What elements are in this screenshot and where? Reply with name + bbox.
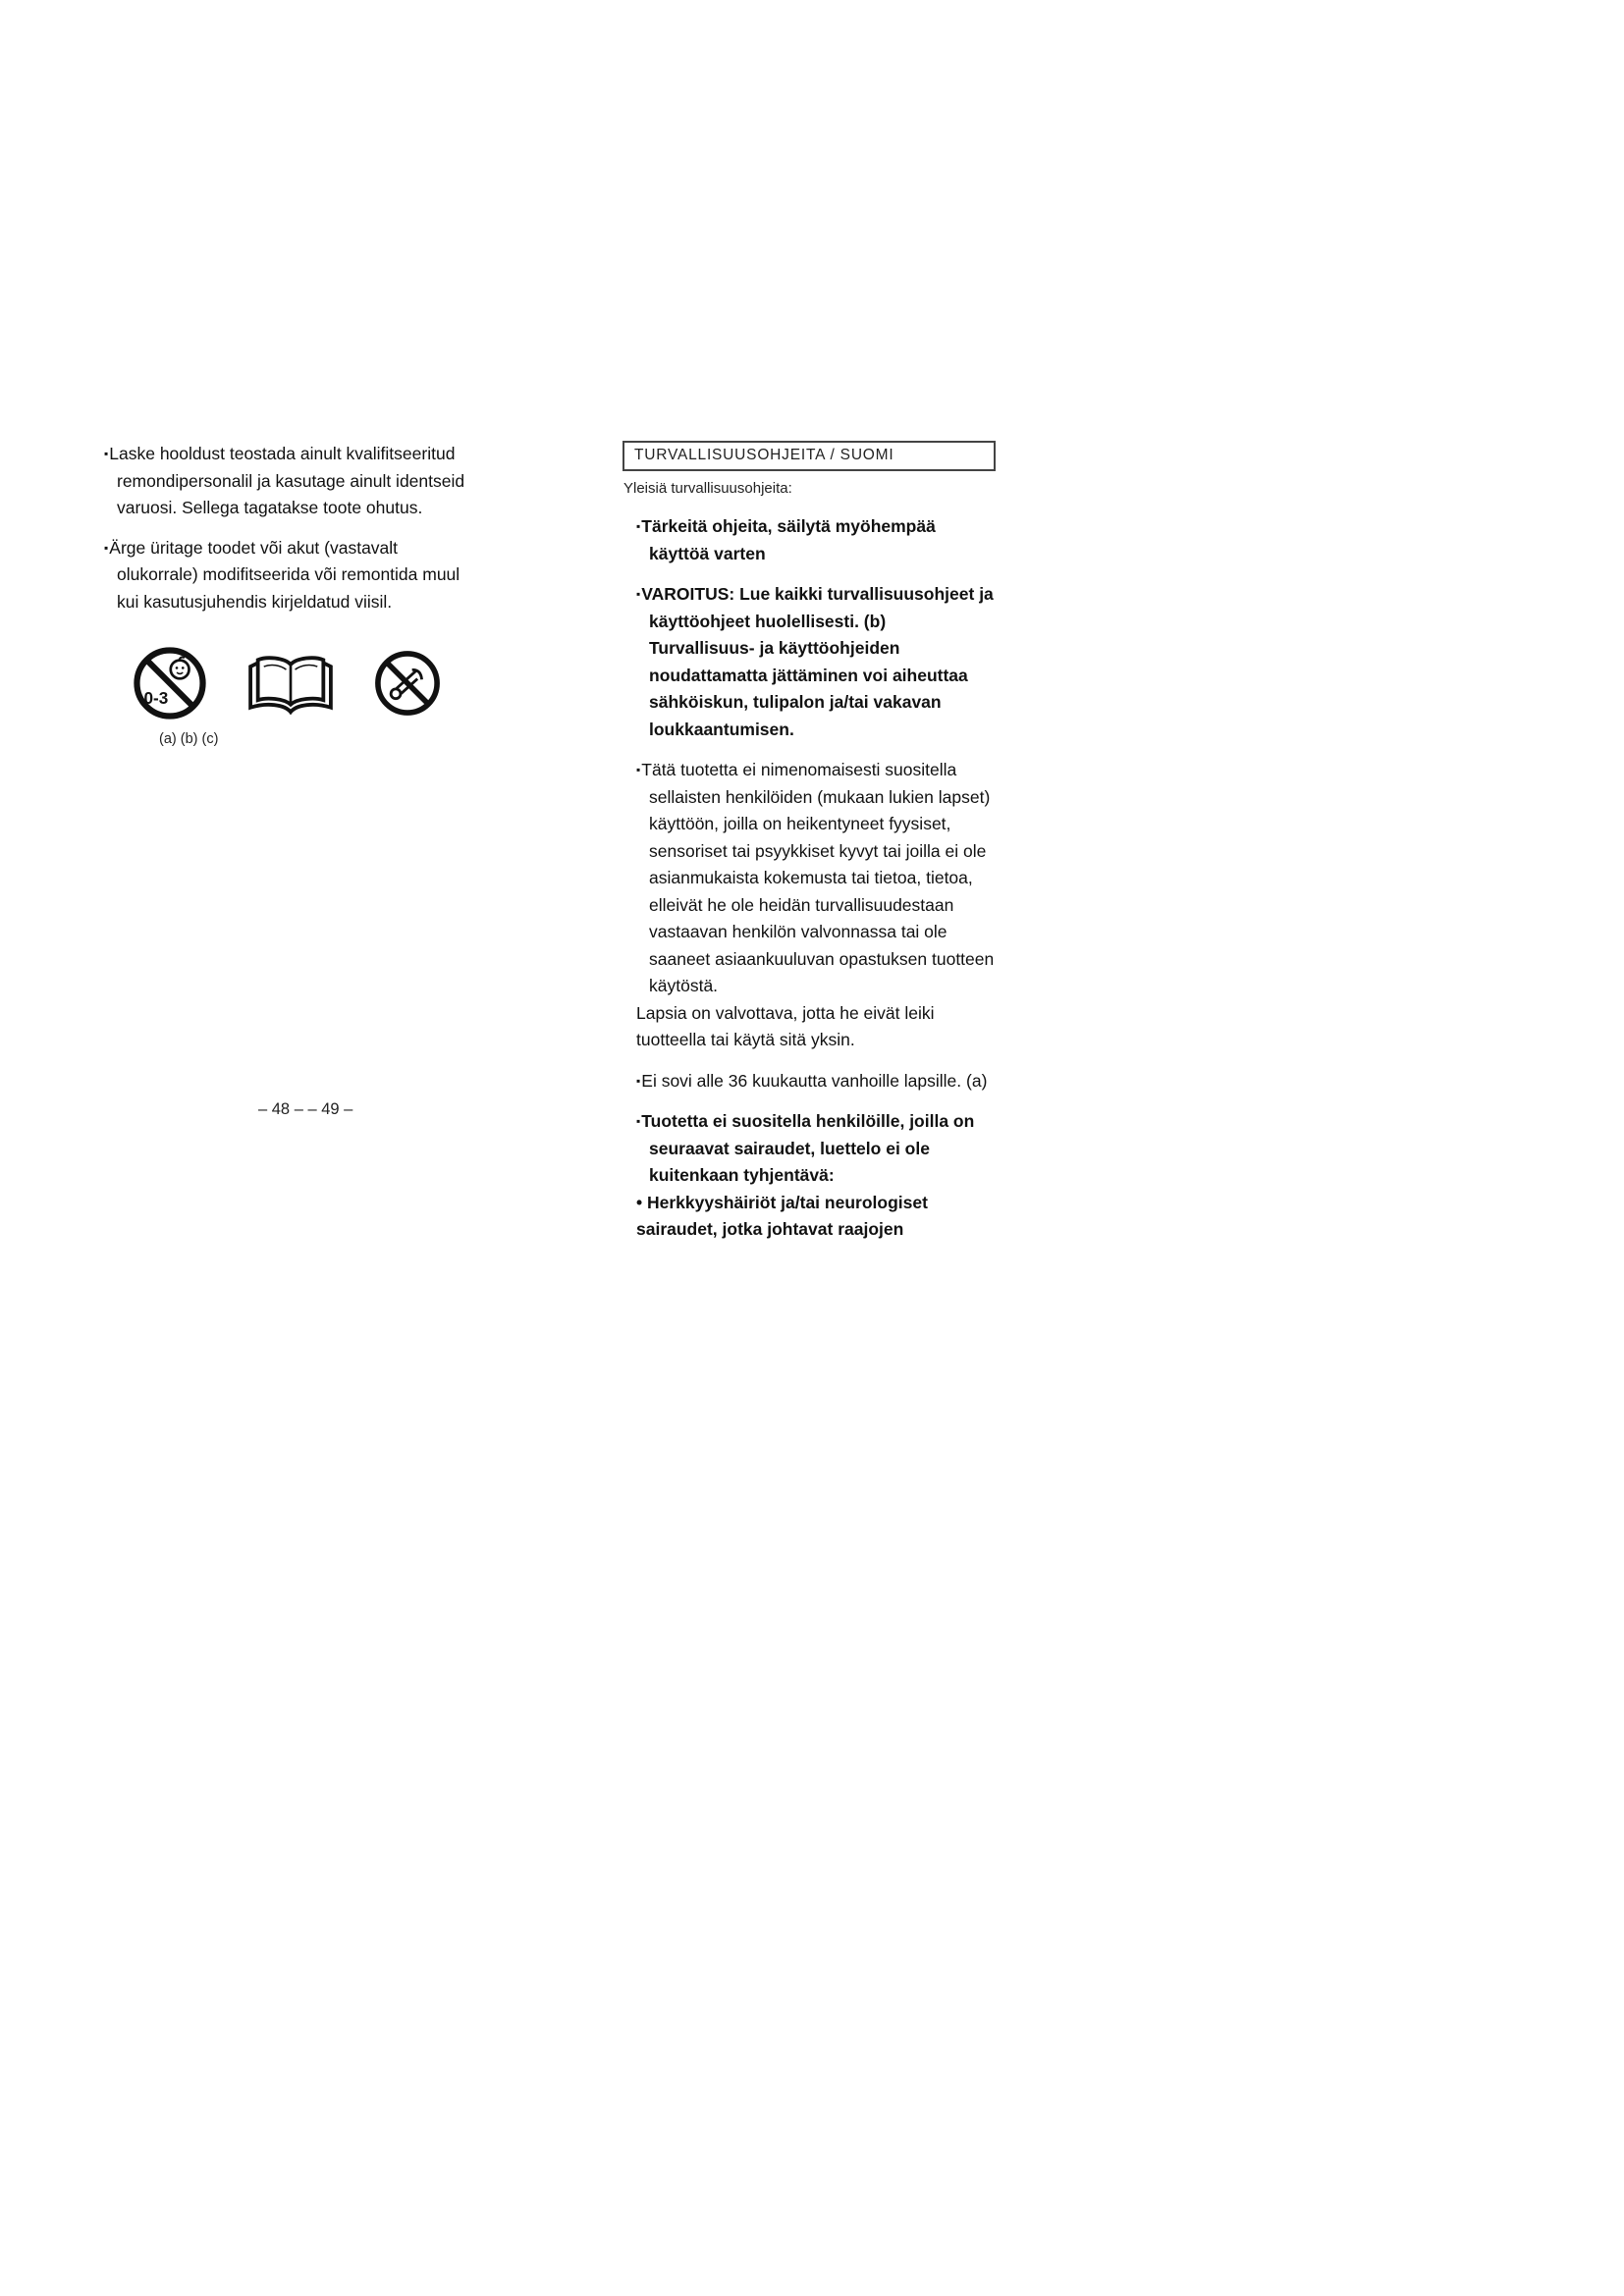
section-header-text: TURVALLISUUSOHJEITA / SUOMI bbox=[634, 447, 894, 463]
bullet-marker: ▪ bbox=[104, 540, 110, 555]
no-children-0-3-icon bbox=[132, 645, 208, 721]
bullet-marker: ▪ bbox=[636, 1073, 642, 1088]
read-manual-icon bbox=[242, 646, 340, 721]
left-paragraph-1 bbox=[104, 441, 473, 522]
safety-icons-row bbox=[132, 645, 473, 721]
left-paragraph-2-text: Ärge üritage toodet või akut (vastavalt olukorrale) modifitseerida või remontida muul kui kasutusjuhendis kirjeldatud viisil. bbox=[109, 537, 460, 612]
left-page-column bbox=[104, 441, 473, 747]
page-numbers: – 48 – – 49 – bbox=[258, 1100, 353, 1118]
age-range-label: 0-3 bbox=[143, 688, 169, 709]
safety-item-1 bbox=[636, 513, 996, 567]
no-safety-pin-icon bbox=[373, 649, 442, 718]
bullet-marker: ▪ bbox=[636, 587, 642, 601]
safety-item-7-text: • Herkkyyshäiriöt ja/tai neurologiset sairaudet, jotka johtavat raajojen bbox=[636, 1192, 928, 1239]
safety-item-3 bbox=[636, 757, 996, 1000]
bullet-marker: ▪ bbox=[636, 519, 642, 533]
left-paragraph-2 bbox=[104, 535, 473, 616]
safety-item-3-text: Tätä tuotetta ei nimenomaisesti suositella sellaisten henkilöiden (mukaan lukien lapset) käyttöön, joilla on heikentyneet fyysiset, sensoriset tai psyykkiset kyvyt tai joilla ei ole asianmukaista kokemusta tai tietoa, tietoa, elleivät he ole heidän turvallisuudestaan vastaavan henkilön valvonnassa tai ole saaneet asiaankuuluvan opastuksen tuotteen käytöstä. bbox=[641, 760, 995, 995]
intro-line: Yleisiä turvallisuusohjeita: bbox=[623, 480, 792, 497]
bullet-marker: ▪ bbox=[104, 447, 110, 460]
safety-item-6-text: Tuotetta ei suositella henkilöille, joilla on seuraavat sairaudet, luettelo ei ole kuitenkaan tyhjentävä: bbox=[641, 1111, 975, 1185]
bullet-marker: ▪ bbox=[636, 1114, 642, 1128]
left-paragraph-1-text: Laske hooldust teostada ainult kvalifitseeritud remondipersonalil ja kasutage ainult identseid varuosi. Sellega tagatakse toote ohutus. bbox=[109, 444, 465, 517]
section-header-box bbox=[623, 441, 996, 471]
safety-item-2-text: VAROITUS: Lue kaikki turvallisuusohjeet ja käyttöohjeet huolellisesti. (b) Turvallisuus- ja käyttöohjeiden noudattamatta jättäminen voi aiheuttaa sähköiskun, tulipalon ja/tai vakavan loukkaantumisen. bbox=[641, 584, 994, 739]
safety-item-4-text: Lapsia on valvottava, jotta he eivät leiki tuotteella tai käytä sitä yksin. bbox=[636, 1002, 935, 1049]
safety-item-5-text: Ei sovi alle 36 kuukautta vanhoille lapsille. (a) bbox=[641, 1070, 988, 1091]
right-page-column bbox=[623, 441, 996, 1257]
icon-caption: (a) (b) (c) bbox=[159, 731, 219, 747]
safety-item-1-text: Tärkeitä ohjeita, säilytä myöhempää käyttöä varten bbox=[641, 516, 936, 563]
safety-item-7 bbox=[636, 1190, 996, 1244]
safety-item-2 bbox=[636, 581, 996, 743]
safety-item-5 bbox=[636, 1068, 996, 1095]
bullet-marker: ▪ bbox=[636, 763, 642, 776]
safety-item-4 bbox=[636, 1000, 996, 1054]
safety-item-6 bbox=[636, 1108, 996, 1190]
